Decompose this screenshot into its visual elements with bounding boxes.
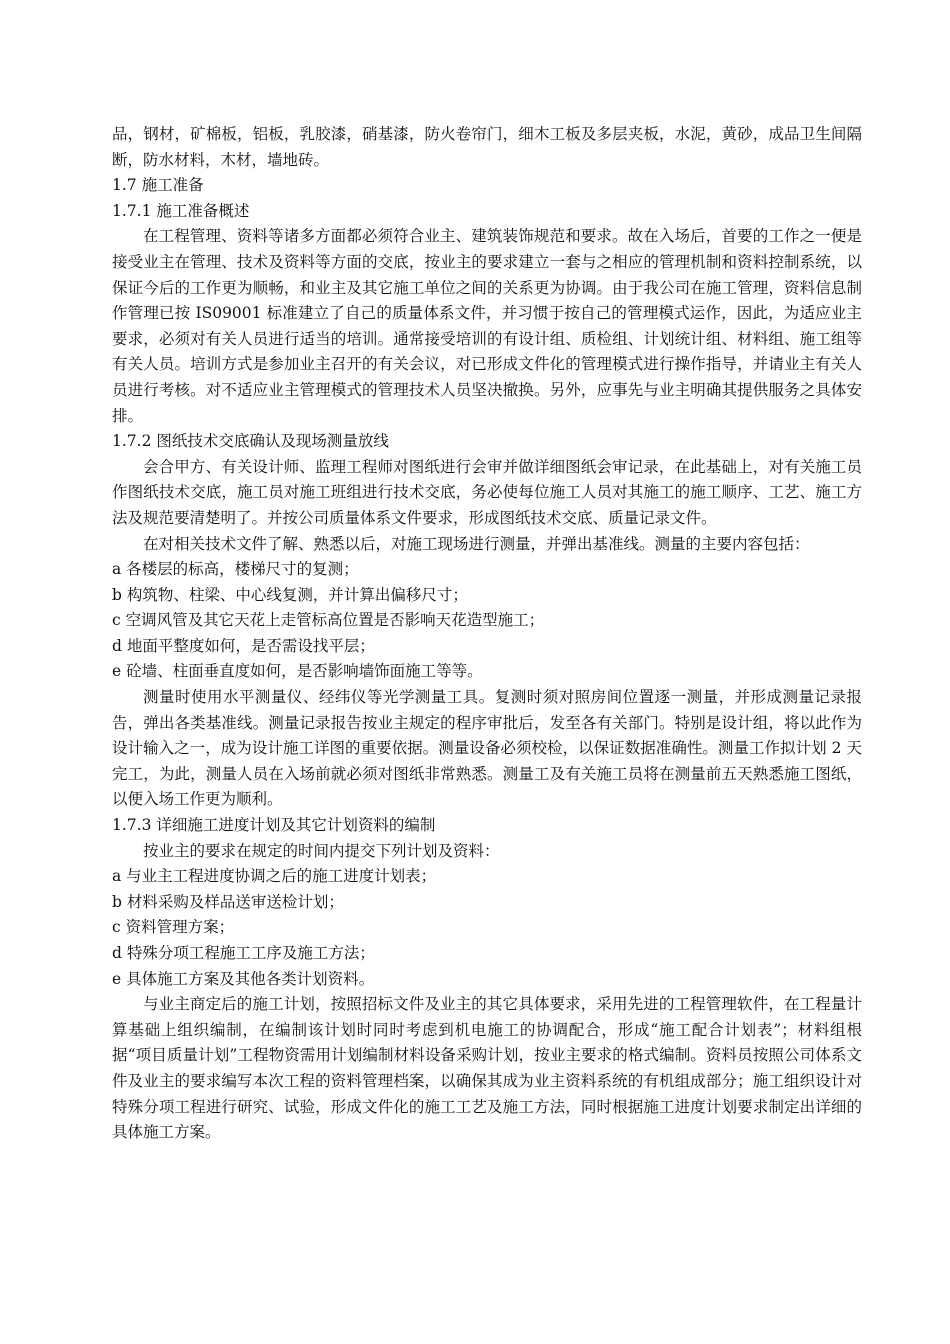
paragraph-plan-intro: 按业主的要求在规定的时间内提交下列计划及资料： (143, 841, 500, 860)
list-item: a 与业主工程进度协调之后的施工进度计划表； (112, 867, 437, 886)
list-item: d 特殊分项工程施工工序及施工方法； (112, 944, 375, 962)
paragraph-survey-tools: 测量时使用水平测量仪、经纬仪等光学测量工具。复测时须对照房间位置逐一测量，并形成测量记录报告，弹出各类基准线。测量记录报告按业主规定的程序审批后，发至各有关部门。特别是设计组，将以此作为设计输入之一，成为设计施工详图的重要依据。测量设备必须校检，以保证数据准确性。测量工作拟计划 2 天完工，为此，测量人员在入场前就必须对图纸非常熟悉。测量工及有关施工员将在测量前五天熟悉施工图纸，以便入场工作更为顺利。 (112, 688, 862, 809)
list-item: e 具体施工方案及其他各类计划资料。 (112, 969, 375, 988)
document-page (112, 122, 862, 1146)
list-item: c 空调风管及其它天花上走管标高位置是否影响天花造型施工； (112, 611, 545, 630)
list-item: b 材料采购及样品送审送检计划； (112, 892, 344, 911)
paragraph-materials-continued: 品，钢材，矿棉板，铝板，乳胶漆，硝基漆，防火卷帘门，细木工板及多层夹板，水泥，黄砂，成品卫生间隔断，防水材料，木材，墙地砖。 (112, 125, 862, 169)
section-heading-1-7-1: 1.7.1 施工准备概述 (112, 201, 250, 220)
section-heading-1-7-2: 1.7.2 图纸技术交底确认及现场测量放线 (112, 432, 389, 451)
list-item: a 各楼层的标高，楼梯尺寸的复测； (112, 560, 359, 579)
paragraph-drawing-review: 会合甲方、有关设计师、监理工程师对图纸进行会审并做详细图纸会审记录，在此基础上，对有关施工员作图纸技术交底，施工员对施工班组进行技术交底，务必使每位施工人员对其施工的施工顺序、工艺、施工方法及规范要清楚明了。并按公司质量体系文件要求，形成图纸技术交底、质量记录文件。 (112, 457, 862, 527)
paragraph-survey-intro: 在对相关技术文件了解、熟悉以后，对施工现场进行测量，并弹出基准线。测量的主要内容包括： (143, 534, 810, 553)
list-item: d 地面平整度如何，是否需设找平层； (112, 636, 375, 655)
paragraph-plan-details: 与业主商定后的施工计划，按照招标文件及业主的其它具体要求，采用先进的工程管理软件，在工程量计算基础上组织编制，在编制该计划时同时考虑到机电施工的协调配合，形成“施工配合计划表”；材料组根据“项目质量计划”工程物资需用计划编制材料设备采购计划，按业主要求的格式编制。资料员按照公司体系文件及业主的要求编写本次工程的资料管理档案，以确保其成为业主资料系统的有机组成部分；施工组织设计对特殊分项工程进行研究、试验，形成文件化的施工工艺及施工方法，同时根据施工进度计划要求制定出详细的具体施工方案。 (112, 995, 862, 1142)
list-item: c 资料管理方案； (112, 918, 235, 937)
section-heading-1-7: 1.7 施工准备 (112, 176, 204, 195)
list-item: e 砼墙、柱面垂直度如何，是否影响墙饰面施工等等。 (112, 662, 483, 681)
list-item: b 构筑物、柱梁、中心线复测，并计算出偏移尺寸； (112, 585, 468, 604)
paragraph-preparation-overview: 在工程管理、资料等诸多方面都必须符合业主、建筑装饰规范和要求。故在入场后，首要的工作之一便是接受业主在管理、技术及资料等方面的交底，按业主的要求建立一套与之相应的管理机制和资料控制系统，以保证今后的工作更为顺畅，和业主及其它施工单位之间的关系更为协调。由于我公司在施工管理，资料信息制作管理已按 IS09001 标准建立了自己的质量体系文件，并习惯于按自己的管理模式运作，因此，为适应业主要求，必须对有关人员进行适当的培训。通常接受培训的有设计组、质检组、计划统计组、材料组、施工组等有关人员。培训方式是参加业主召开的有关会议，对已形成文件化的管理模式进行操作指导，并请业主有关人员进行考核。对不适应业主管理模式的管理技术人员坚决撤换。另外，应事先与业主明确其提供服务之具体安排。 (112, 227, 862, 425)
section-heading-1-7-3: 1.7.3 详细施工进度计划及其它计划资料的编制 (112, 816, 436, 835)
